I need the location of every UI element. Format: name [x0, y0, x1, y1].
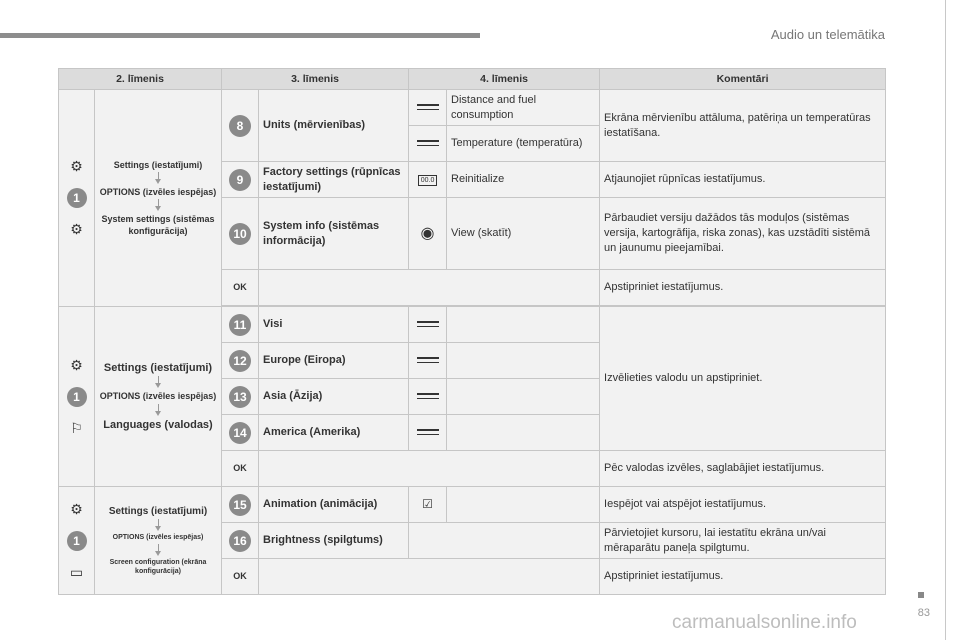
level3-label: Factory settings (rūpnīcas iestatījumi): [259, 162, 409, 198]
empty-cell: [259, 451, 600, 487]
group-icons: [59, 307, 95, 487]
selection-line-icon: [417, 429, 439, 435]
screen-icon: ▭: [69, 563, 84, 580]
empty-cell: [447, 379, 600, 415]
arrow-down-icon: [158, 376, 159, 384]
col-header-level2: 2. līmenis: [59, 69, 222, 90]
empty-cell: [409, 523, 600, 559]
selection-line-icon: [417, 104, 439, 110]
menu-path: [95, 487, 222, 595]
eye-icon: ◉: [420, 224, 435, 242]
empty-cell: [447, 415, 600, 451]
level3-label: Brightness (spilgtums): [259, 523, 409, 559]
col-header-level3: 3. līmenis: [222, 69, 409, 90]
menu-path: [95, 90, 222, 307]
step-number-cell: [222, 487, 259, 523]
menu-path-item: OPTIONS (izvēles iespējas): [99, 186, 217, 197]
watermark: carmanualsonline.info: [672, 612, 857, 633]
icon-cell: [409, 90, 447, 126]
step-badge: 1: [67, 188, 87, 208]
col-header-comments: Komentāri: [600, 69, 886, 90]
settings-gear-icon: ⚙: [70, 500, 83, 517]
arrow-down-icon: [158, 544, 159, 552]
step-badge: 1: [67, 531, 87, 551]
arrow-down-icon: [158, 404, 159, 412]
page-number: 83: [917, 607, 930, 619]
ok-button-label: OK: [233, 282, 247, 293]
icon-cell: [409, 198, 447, 270]
step-number-cell: [222, 523, 259, 559]
icon-cell: [409, 343, 447, 379]
settings-table: [58, 68, 886, 595]
page-edge-line: [945, 0, 946, 640]
step-number-cell: [222, 90, 259, 162]
step-number-cell: [222, 379, 259, 415]
menu-path-item: Settings (iestatījumi): [108, 505, 208, 517]
step-number-cell: [222, 198, 259, 270]
step-number-cell: [222, 307, 259, 343]
icon-cell: [409, 487, 447, 523]
comment-cell: Ekrāna mērvienību attāluma, patēriņa un temperatūras iestatīšana.: [600, 90, 886, 162]
level3-label: System info (sistēmas informācija): [259, 198, 409, 270]
level3-label: Europe (Eiropa): [259, 343, 409, 379]
language-icon: ⚐: [70, 419, 83, 436]
level4-label: View (skatīt): [447, 198, 600, 270]
menu-path-item: OPTIONS (izvēles iespējas): [112, 534, 204, 542]
comment-cell: Pārvietojiet kursoru, lai iestatītu ekrāna un/vai mēraparātu paneļa spilgtumu.: [600, 523, 886, 559]
reset-counter-icon: 00.0: [418, 175, 438, 186]
level4-label: Distance and fuel consumption: [447, 90, 600, 126]
level4-label: Reinitialize: [447, 162, 600, 198]
icon-cell: [409, 126, 447, 162]
step-number-badge: 8: [229, 115, 251, 137]
system-settings-icon: ⚙: [70, 221, 83, 237]
empty-cell: [259, 270, 600, 306]
step-number-cell: [222, 415, 259, 451]
empty-cell: [447, 307, 600, 343]
group-icons: [59, 487, 95, 595]
step-number-badge: 11: [229, 314, 251, 336]
menu-path-item: Settings (iestatījumi): [113, 159, 203, 170]
ok-cell: [222, 451, 259, 487]
comment-cell: Pārbaudiet versiju dažādos tās moduļos (sistēmas versija, kartogrāfija, riska zonas), kas uzstādīti sistēmā un jaunumu pieejamībai.: [600, 198, 886, 270]
menu-path-item: System settings (sistēmas konfigurācija): [101, 214, 215, 237]
arrow-down-icon: [158, 172, 159, 180]
comment-cell: Atjaunojiet rūpnīcas iestatījumus.: [600, 162, 886, 198]
section-title: Audio un telemātika: [770, 27, 885, 42]
level3-label: America (Amerika): [259, 415, 409, 451]
selection-line-icon: [417, 140, 439, 146]
ok-cell: [222, 559, 259, 595]
checkbox-icon: ☑: [422, 497, 433, 512]
group-icons: [59, 90, 95, 307]
step-number-badge: 15: [229, 494, 251, 516]
menu-path-item: Settings (iestatījumi): [103, 361, 213, 374]
menu-path-item: Screen configuration (ekrāna konfigurācija): [109, 558, 207, 575]
menu-path: [95, 307, 222, 487]
table-row: [59, 487, 886, 523]
ok-button-label: OK: [233, 571, 247, 582]
settings-gear-icon: ⚙: [70, 158, 83, 175]
comment-cell: Iespējot vai atspējot iestatījumus.: [600, 487, 886, 523]
step-number-badge: 13: [229, 386, 251, 408]
step-number-cell: [222, 162, 259, 198]
comment-cell: Apstipriniet iestatījumus.: [600, 270, 886, 306]
selection-line-icon: [417, 393, 439, 399]
table-row: [59, 307, 886, 343]
ok-button-label: OK: [233, 463, 247, 474]
arrow-down-icon: [158, 199, 159, 207]
comment-cell: Pēc valodas izvēles, saglabājiet iestatījumus.: [600, 451, 886, 487]
step-number-badge: 14: [229, 422, 251, 444]
empty-cell: [447, 487, 600, 523]
step-number-badge: 16: [229, 530, 251, 552]
step-number-badge: 9: [229, 169, 251, 191]
table-header-row: [59, 69, 886, 90]
empty-cell: [447, 343, 600, 379]
settings-gear-icon: ⚙: [70, 356, 83, 373]
level3-label: Units (mērvienības): [259, 90, 409, 162]
comment-cell: Apstipriniet iestatījumus.: [600, 559, 886, 595]
menu-path-item: OPTIONS (izvēles iespējas): [99, 391, 217, 402]
level3-label: Animation (animācija): [259, 487, 409, 523]
selection-line-icon: [417, 357, 439, 363]
step-number-badge: 12: [229, 350, 251, 372]
header-bar: [0, 33, 480, 38]
icon-cell: [409, 162, 447, 198]
table-row: [59, 90, 886, 126]
comment-cell: Izvēlieties valodu un apstipriniet.: [600, 307, 886, 451]
icon-cell: [409, 415, 447, 451]
empty-cell: [259, 559, 600, 595]
section-end-marker: [918, 592, 924, 598]
icon-cell: [409, 379, 447, 415]
arrow-down-icon: [158, 519, 159, 527]
icon-cell: [409, 307, 447, 343]
menu-path-item: Languages (valodas): [103, 418, 213, 431]
level4-label: Temperature (temperatūra): [447, 126, 600, 162]
col-header-level4: 4. līmenis: [409, 69, 600, 90]
step-number-badge: 10: [229, 223, 251, 245]
step-number-cell: [222, 343, 259, 379]
ok-cell: [222, 270, 259, 306]
level3-label: Visi: [259, 307, 409, 343]
selection-line-icon: [417, 321, 439, 327]
step-badge: 1: [67, 387, 87, 407]
level3-label: Asia (Āzija): [259, 379, 409, 415]
